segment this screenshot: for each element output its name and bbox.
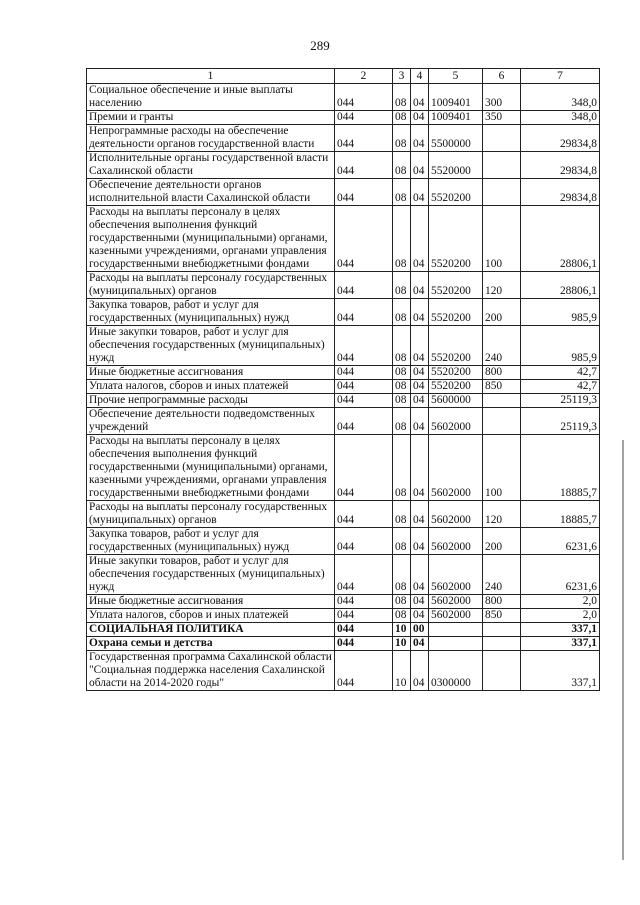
row-subsection-cell: 04 xyxy=(411,609,429,623)
row-target-article-cell: 5520200 xyxy=(429,326,483,366)
table-row xyxy=(87,179,600,206)
table-row xyxy=(87,623,600,637)
row-subsection-cell: 04 xyxy=(411,125,429,152)
row-expense-type-cell xyxy=(483,408,521,435)
row-expense-type-cell xyxy=(483,152,521,179)
row-sum-cell: 42,7 xyxy=(521,380,600,394)
table-row xyxy=(87,206,600,272)
row-target-article-cell: 5520200 xyxy=(429,179,483,206)
row-sum-cell: 2,0 xyxy=(521,595,600,609)
row-section-cell: 08 xyxy=(393,111,411,125)
row-name-cell: Обеспечение деятельности органов исполнительной власти Сахалинской области xyxy=(87,179,335,206)
row-subsection-cell: 04 xyxy=(411,501,429,528)
row-code-cell: 044 xyxy=(335,408,393,435)
row-target-article-cell: 5602000 xyxy=(429,595,483,609)
row-section-cell: 08 xyxy=(393,152,411,179)
row-subsection-cell: 04 xyxy=(411,152,429,179)
row-sum-cell: 18885,7 xyxy=(521,435,600,501)
table-row xyxy=(87,125,600,152)
row-subsection-cell: 04 xyxy=(411,637,429,651)
row-target-article-cell: 5520200 xyxy=(429,299,483,326)
row-sum-cell: 29834,8 xyxy=(521,125,600,152)
row-name-cell: Обеспечение деятельности подведомственных учреждений xyxy=(87,408,335,435)
row-expense-type-cell: 100 xyxy=(483,206,521,272)
table-row xyxy=(87,272,600,299)
row-expense-type-cell: 800 xyxy=(483,595,521,609)
row-name-cell: Уплата налогов, сборов и иных платежей xyxy=(87,380,335,394)
row-section-cell: 08 xyxy=(393,84,411,111)
scan-margin-line xyxy=(622,440,624,860)
row-code-cell: 044 xyxy=(335,623,393,637)
row-name-cell: Прочие непрограммные расходы xyxy=(87,394,335,408)
row-section-cell: 08 xyxy=(393,272,411,299)
row-sum-cell: 337,1 xyxy=(521,637,600,651)
row-code-cell: 044 xyxy=(335,326,393,366)
row-expense-type-cell: 300 xyxy=(483,84,521,111)
row-target-article-cell: 5520200 xyxy=(429,366,483,380)
table-row xyxy=(87,528,600,555)
row-expense-type-cell xyxy=(483,637,521,651)
table-row xyxy=(87,394,600,408)
row-section-cell: 08 xyxy=(393,179,411,206)
row-name-cell: Иные бюджетные ассигнования xyxy=(87,366,335,380)
row-name-cell: Социальное обеспечение и иные выплаты населению xyxy=(87,84,335,111)
row-section-cell: 08 xyxy=(393,528,411,555)
row-name-cell: Закупка товаров, работ и услуг для государственных (муниципальных) нужд xyxy=(87,299,335,326)
table-row xyxy=(87,501,600,528)
header-cell: 4 xyxy=(411,69,429,84)
table-row xyxy=(87,326,600,366)
row-section-cell: 08 xyxy=(393,609,411,623)
header-cell: 6 xyxy=(483,69,521,84)
row-subsection-cell: 04 xyxy=(411,179,429,206)
row-expense-type-cell: 100 xyxy=(483,435,521,501)
row-code-cell: 044 xyxy=(335,152,393,179)
row-code-cell: 044 xyxy=(335,111,393,125)
row-section-cell: 08 xyxy=(393,206,411,272)
row-target-article-cell xyxy=(429,637,483,651)
row-code-cell: 044 xyxy=(335,528,393,555)
row-code-cell: 044 xyxy=(335,609,393,623)
row-sum-cell: 985,9 xyxy=(521,299,600,326)
row-name-cell: Исполнительные органы государственной власти Сахалинской области xyxy=(87,152,335,179)
row-section-cell: 08 xyxy=(393,501,411,528)
table-row xyxy=(87,651,600,691)
row-target-article-cell: 5602000 xyxy=(429,435,483,501)
row-target-article-cell: 5602000 xyxy=(429,609,483,623)
row-section-cell: 08 xyxy=(393,555,411,595)
row-code-cell: 044 xyxy=(335,637,393,651)
row-sum-cell: 337,1 xyxy=(521,651,600,691)
row-name-cell: Иные закупки товаров, работ и услуг для обеспечения государственных (муниципальных) нужд xyxy=(87,326,335,366)
row-name-cell: Непрограммные расходы на обеспечение деятельности органов государственной власти xyxy=(87,125,335,152)
row-expense-type-cell: 200 xyxy=(483,528,521,555)
row-subsection-cell: 04 xyxy=(411,435,429,501)
row-code-cell: 044 xyxy=(335,125,393,152)
row-subsection-cell: 04 xyxy=(411,326,429,366)
row-sum-cell: 42,7 xyxy=(521,366,600,380)
row-expense-type-cell: 120 xyxy=(483,501,521,528)
table-row xyxy=(87,152,600,179)
row-sum-cell: 6231,6 xyxy=(521,555,600,595)
row-section-cell: 10 xyxy=(393,623,411,637)
row-subsection-cell: 04 xyxy=(411,394,429,408)
row-code-cell: 044 xyxy=(335,435,393,501)
row-expense-type-cell xyxy=(483,394,521,408)
row-section-cell: 10 xyxy=(393,651,411,691)
row-target-article-cell xyxy=(429,623,483,637)
table-header-row xyxy=(87,69,600,84)
row-code-cell: 044 xyxy=(335,651,393,691)
row-subsection-cell: 04 xyxy=(411,366,429,380)
row-subsection-cell: 04 xyxy=(411,555,429,595)
row-section-cell: 08 xyxy=(393,299,411,326)
row-code-cell: 044 xyxy=(335,380,393,394)
row-sum-cell: 18885,7 xyxy=(521,501,600,528)
row-target-article-cell: 5520200 xyxy=(429,380,483,394)
row-section-cell: 08 xyxy=(393,326,411,366)
row-name-cell: Расходы на выплаты персоналу в целях обеспечения выполнения функций государственными (муниципальными) органами, казенными учреждениями, органами управления государственными внебюджетными фондами xyxy=(87,435,335,501)
row-subsection-cell: 04 xyxy=(411,272,429,299)
row-code-cell: 044 xyxy=(335,179,393,206)
row-section-cell: 08 xyxy=(393,366,411,380)
row-name-cell: Охрана семьи и детства xyxy=(87,637,335,651)
header-cell: 5 xyxy=(429,69,483,84)
row-code-cell: 044 xyxy=(335,501,393,528)
row-name-cell: СОЦИАЛЬНАЯ ПОЛИТИКА xyxy=(87,623,335,637)
row-name-cell: Иные закупки товаров, работ и услуг для обеспечения государственных (муниципальных) нужд xyxy=(87,555,335,595)
row-expense-type-cell: 350 xyxy=(483,111,521,125)
row-target-article-cell: 5520000 xyxy=(429,152,483,179)
table-row xyxy=(87,366,600,380)
row-code-cell: 044 xyxy=(335,206,393,272)
row-section-cell: 10 xyxy=(393,637,411,651)
row-target-article-cell: 5602000 xyxy=(429,501,483,528)
row-target-article-cell: 5602000 xyxy=(429,555,483,595)
row-subsection-cell: 04 xyxy=(411,408,429,435)
row-expense-type-cell: 850 xyxy=(483,380,521,394)
row-target-article-cell: 1009401 xyxy=(429,84,483,111)
row-sum-cell: 348,0 xyxy=(521,111,600,125)
row-target-article-cell: 1009401 xyxy=(429,111,483,125)
row-section-cell: 08 xyxy=(393,435,411,501)
row-subsection-cell: 04 xyxy=(411,84,429,111)
row-subsection-cell: 04 xyxy=(411,299,429,326)
row-expense-type-cell: 200 xyxy=(483,299,521,326)
row-name-cell: Закупка товаров, работ и услуг для государственных (муниципальных) нужд xyxy=(87,528,335,555)
row-expense-type-cell: 240 xyxy=(483,326,521,366)
row-name-cell: Премии и гранты xyxy=(87,111,335,125)
row-sum-cell: 985,9 xyxy=(521,326,600,366)
row-target-article-cell: 0300000 xyxy=(429,651,483,691)
row-name-cell: Государственная программа Сахалинской области "Социальная поддержка населения Сахалинской области на 2014-2020 годы" xyxy=(87,651,335,691)
row-expense-type-cell xyxy=(483,623,521,637)
row-code-cell: 044 xyxy=(335,394,393,408)
table-row xyxy=(87,299,600,326)
row-name-cell: Уплата налогов, сборов и иных платежей xyxy=(87,609,335,623)
budget-table xyxy=(86,68,600,691)
row-section-cell: 08 xyxy=(393,595,411,609)
row-name-cell: Расходы на выплаты персоналу в целях обеспечения выполнения функций государственными (муниципальными) органами, казенными учреждениями, органами управления государственными внебюджетными фондами xyxy=(87,206,335,272)
row-code-cell: 044 xyxy=(335,272,393,299)
row-section-cell: 08 xyxy=(393,125,411,152)
row-code-cell: 044 xyxy=(335,299,393,326)
row-expense-type-cell: 800 xyxy=(483,366,521,380)
header-cell: 3 xyxy=(393,69,411,84)
row-expense-type-cell: 240 xyxy=(483,555,521,595)
table-row xyxy=(87,408,600,435)
row-expense-type-cell xyxy=(483,125,521,152)
row-section-cell: 08 xyxy=(393,380,411,394)
header-cell: 1 xyxy=(87,69,335,84)
table-row xyxy=(87,435,600,501)
row-subsection-cell: 04 xyxy=(411,651,429,691)
row-sum-cell: 28806,1 xyxy=(521,272,600,299)
row-subsection-cell: 04 xyxy=(411,380,429,394)
row-sum-cell: 2,0 xyxy=(521,609,600,623)
row-code-cell: 044 xyxy=(335,595,393,609)
row-sum-cell: 348,0 xyxy=(521,84,600,111)
row-sum-cell: 6231,6 xyxy=(521,528,600,555)
row-code-cell: 044 xyxy=(335,555,393,595)
row-expense-type-cell xyxy=(483,179,521,206)
row-section-cell: 08 xyxy=(393,394,411,408)
table-row xyxy=(87,555,600,595)
row-expense-type-cell: 850 xyxy=(483,609,521,623)
table-row xyxy=(87,595,600,609)
row-target-article-cell: 5520200 xyxy=(429,206,483,272)
page-number: 289 xyxy=(310,38,330,53)
row-subsection-cell: 00 xyxy=(411,623,429,637)
row-target-article-cell: 5602000 xyxy=(429,528,483,555)
table-row xyxy=(87,637,600,651)
table-row xyxy=(87,380,600,394)
row-expense-type-cell: 120 xyxy=(483,272,521,299)
header-cell: 7 xyxy=(521,69,600,84)
table-row xyxy=(87,84,600,111)
row-target-article-cell: 5500000 xyxy=(429,125,483,152)
row-code-cell: 044 xyxy=(335,84,393,111)
row-name-cell: Иные бюджетные ассигнования xyxy=(87,595,335,609)
row-sum-cell: 25119,3 xyxy=(521,408,600,435)
table-body xyxy=(87,84,600,691)
table-row xyxy=(87,111,600,125)
header-cell: 2 xyxy=(335,69,393,84)
row-subsection-cell: 04 xyxy=(411,111,429,125)
row-code-cell: 044 xyxy=(335,366,393,380)
row-sum-cell: 28806,1 xyxy=(521,206,600,272)
row-subsection-cell: 04 xyxy=(411,595,429,609)
row-section-cell: 08 xyxy=(393,408,411,435)
row-expense-type-cell xyxy=(483,651,521,691)
row-subsection-cell: 04 xyxy=(411,528,429,555)
row-name-cell: Расходы на выплаты персоналу государственных (муниципальных) органов xyxy=(87,272,335,299)
row-target-article-cell: 5520200 xyxy=(429,272,483,299)
table-row xyxy=(87,609,600,623)
row-sum-cell: 29834,8 xyxy=(521,152,600,179)
row-name-cell: Расходы на выплаты персоналу государственных (муниципальных) органов xyxy=(87,501,335,528)
row-sum-cell: 337,1 xyxy=(521,623,600,637)
row-sum-cell: 29834,8 xyxy=(521,179,600,206)
row-sum-cell: 25119,3 xyxy=(521,394,600,408)
row-target-article-cell: 5602000 xyxy=(429,408,483,435)
row-subsection-cell: 04 xyxy=(411,206,429,272)
row-target-article-cell: 5600000 xyxy=(429,394,483,408)
